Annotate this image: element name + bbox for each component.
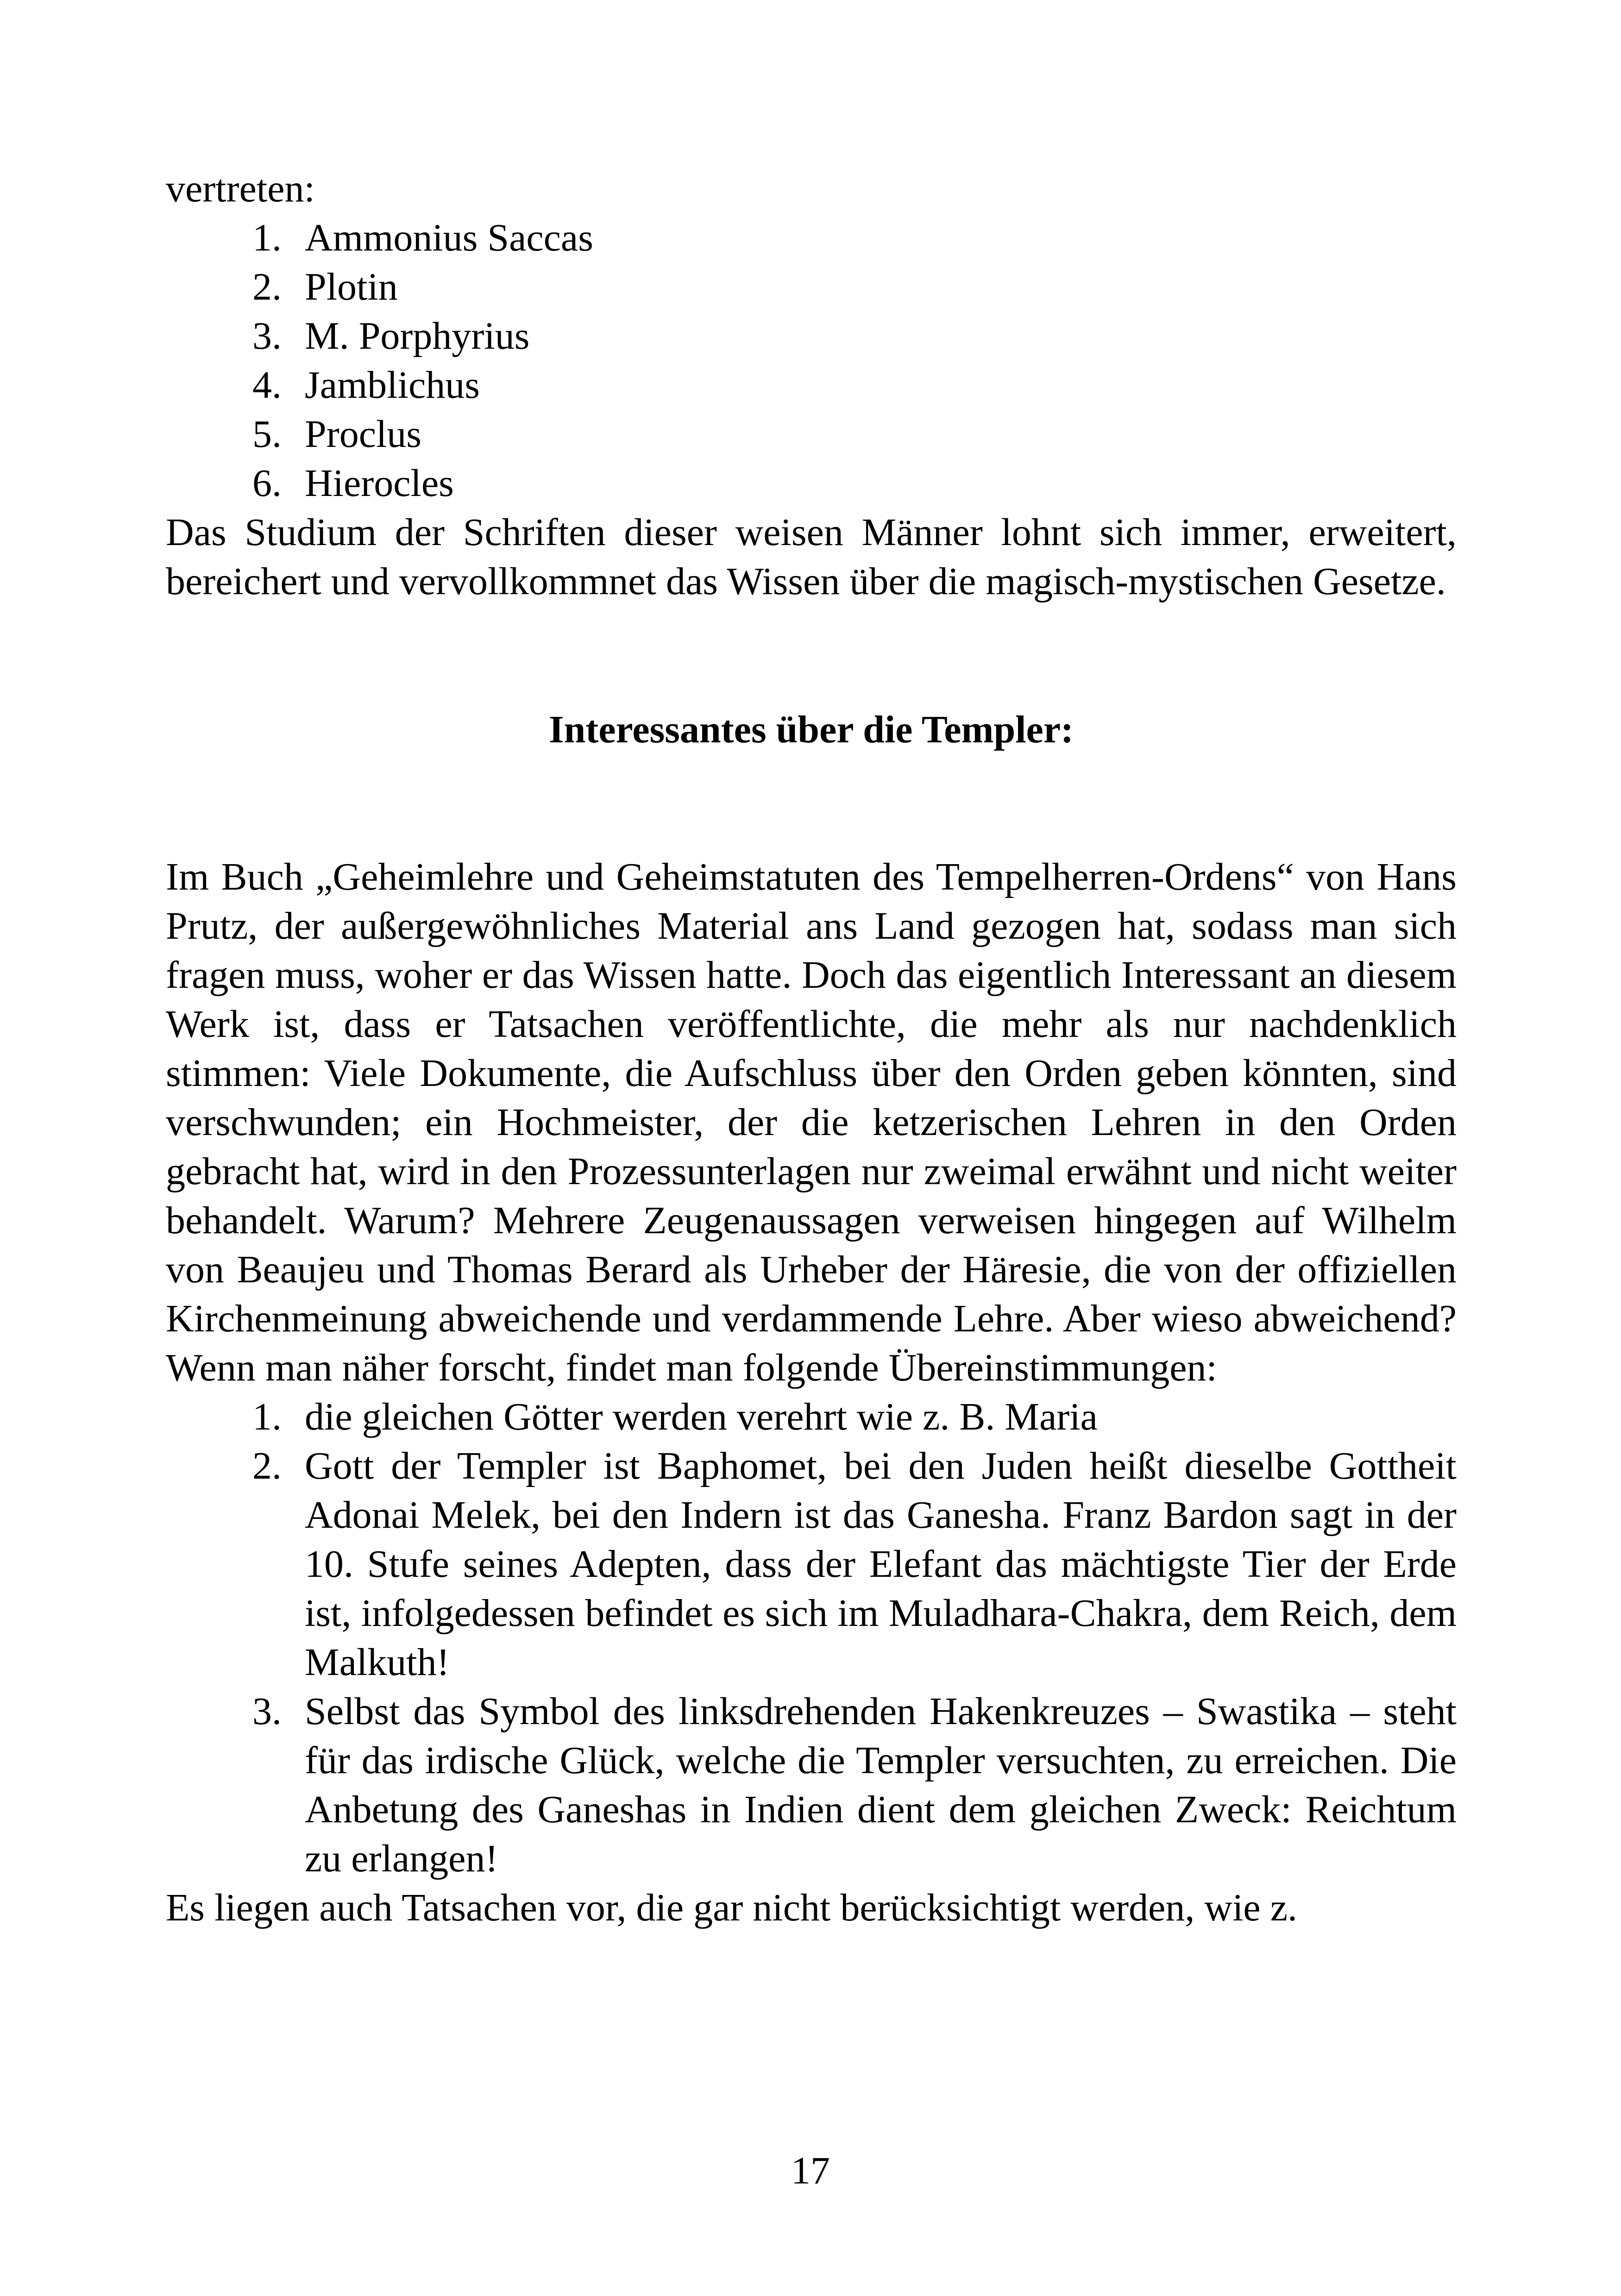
list-number: 3. bbox=[252, 314, 282, 358]
list-item bbox=[166, 263, 1457, 312]
list-number: 3. bbox=[252, 1690, 282, 1733]
philosopher-list bbox=[166, 213, 1457, 508]
list-number: 1. bbox=[252, 216, 282, 259]
list-text: Selbst das Symbol des linksdrehenden Hakenkreuzes – Swastika – steht für das irdische Glück, welche die Templer versuchten, zu erreichen. Die Anbetung des Ganeshas in Indien dient dem gleichen Zweck: Reichtum zu erlangen! bbox=[305, 1690, 1457, 1880]
list-text: Gott der Templer ist Baphomet, bei den Juden heißt dieselbe Gottheit Adonai Melek, bei den Indern ist das Ganesha. Franz Bardon sagt in der 10. Stufe seines Adepten, dass der Elefant das mächtigste Tier der Erde ist, infolgedessen befindet es sich im Muladhara-Chakra, dem Reich, dem Malkuth! bbox=[305, 1444, 1457, 1684]
list-item bbox=[166, 1687, 1457, 1883]
philosopher-name: Plotin bbox=[305, 265, 398, 308]
list-item bbox=[166, 361, 1457, 410]
list-item bbox=[166, 410, 1457, 459]
section-heading: Interessantes über die Templer: bbox=[548, 708, 1074, 751]
list-item bbox=[166, 459, 1457, 508]
list-number: 4. bbox=[252, 364, 282, 407]
philosopher-name: Jamblichus bbox=[305, 364, 480, 407]
list-number: 2. bbox=[252, 265, 282, 308]
list-number: 6. bbox=[252, 462, 282, 505]
list-item bbox=[166, 213, 1457, 263]
intro-lead: vertreten: bbox=[166, 167, 315, 210]
correspondence-list bbox=[166, 1393, 1457, 1883]
intro-closing-paragraph: Das Studium der Schriften dieser weisen Männer lohnt sich immer, erweitert, bereichert und vervollkommnet das Wissen über die magisch-mystischen Gesetze. bbox=[166, 511, 1457, 603]
philosopher-name: Hierocles bbox=[305, 462, 454, 505]
list-item bbox=[166, 312, 1457, 361]
list-item bbox=[166, 1442, 1457, 1687]
list-number: 2. bbox=[252, 1444, 282, 1487]
page-number: 17 bbox=[791, 2149, 830, 2192]
list-number: 1. bbox=[252, 1395, 282, 1438]
page-content bbox=[166, 164, 1457, 1932]
spacer bbox=[166, 606, 1457, 705]
trailing-paragraph: Es liegen auch Tatsachen vor, die gar nicht berücksichtigt werden, wie z. bbox=[166, 1886, 1297, 1929]
spacer bbox=[166, 754, 1457, 853]
section-body-paragraph: Im Buch „Geheimlehre und Geheimstatuten des Tempelherren-Ordens“ von Hans Prutz, der außergewöhnliches Material ans Land gezogen hat, sodass man sich fragen muss, woher er das Wissen hatte. Doch das eigentlich Interessant an diesem Werk ist, dass er Tatsachen veröffentlichte, die mehr als nur nachdenklich stimmen: Viele Dokumente, die Aufschluss über den Orden geben könnten, sind verschwunden; ein Hochmeister, der die ketzerischen Lehren in den Orden gebracht hat, wird in den Prozessunterlagen nur zweimal erwähnt und nicht weiter behandelt. Warum? Mehrere Zeugenaussagen verweisen hingegen auf Wilhelm von Beaujeu und Thomas Berard als Urheber der Häresie, die von der offiziellen Kirchenmeinung abweichende und verdammende Lehre. Aber wieso abweichend? Wenn man näher forscht, findet man folgende Übereinstimmungen: bbox=[166, 855, 1457, 1389]
list-item bbox=[166, 1393, 1457, 1442]
list-number: 5. bbox=[252, 413, 282, 456]
philosopher-name: Proclus bbox=[305, 413, 421, 456]
philosopher-name: M. Porphyrius bbox=[305, 314, 530, 358]
philosopher-name: Ammonius Saccas bbox=[305, 216, 593, 259]
list-text: die gleichen Götter werden verehrt wie z. B. Maria bbox=[305, 1395, 1098, 1438]
